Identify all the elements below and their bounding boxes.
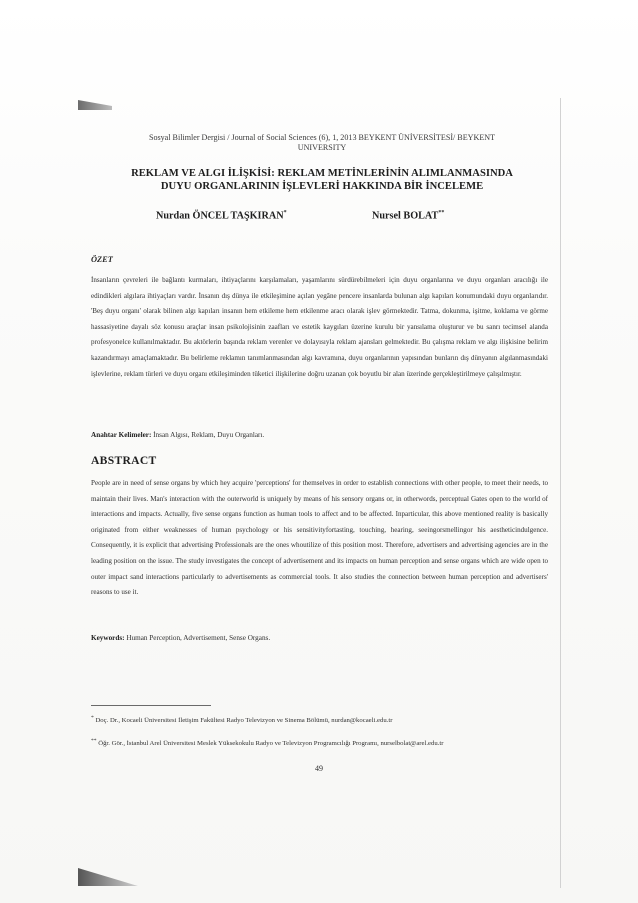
ozet-keywords [91, 431, 548, 439]
paper-title-line: DUYU ORGANLARININ İŞLEVLERİ HAKKINDA BİR İNCELEME [160, 181, 484, 192]
footnote-text: Doç. Dr., Kocaeli Üniversitesi İletişim Fakültesi Radyo Televizyon ve Sinema Bölümü, nurdan@kocaeli.edu.tr [95, 717, 393, 725]
scan-edge-shadow [78, 868, 138, 886]
author-1 [156, 210, 287, 221]
author-name: Nursel BOLAT [372, 210, 439, 222]
keywords-text: İnsan Algısı, Reklam, Duyu Organları. [153, 431, 265, 439]
paper-title-line: REKLAM VE ALGI İLİŞKİSİ: REKLAM METİNLERİNİN ALIMLANMASINDA [131, 168, 513, 179]
footnote-divider [91, 705, 211, 706]
abstract-keywords [91, 634, 548, 642]
scan-edge-shadow [78, 100, 112, 110]
keywords-label: Anahtar Kelimeler: [91, 431, 152, 439]
footnote-1 [91, 713, 548, 726]
author-footnote-mark: * [283, 210, 287, 216]
footnote-mark: ** [91, 738, 97, 744]
author-2 [372, 210, 444, 221]
page-number: 49 [315, 764, 323, 773]
abstract-heading: ABSTRACT [91, 454, 157, 467]
author-name: Nurdan ÖNCEL TAŞKIRAN [156, 210, 284, 222]
keywords-text: Human Perception, Advertisement, Sense Organs. [126, 634, 271, 642]
journal-header [96, 133, 548, 153]
footnote-2 [91, 736, 548, 749]
journal-header-line: Sosyal Bilimler Dergisi / Journal of Social Sciences (6), 1, 2013 BEYKENT ÜNİVERSİTESİ/ BEYKENT [148, 133, 496, 142]
footnote-text: Öğr. Gör., İstanbul Arel Üniversitesi Meslek Yüksekokulu Radyo ve Televizyon Programcılığı Programı, nurselbolat@arel.edu.tr [98, 740, 444, 748]
keywords-label: Keywords: [91, 634, 125, 642]
author-footnote-mark: ** [438, 210, 445, 216]
paper-title [92, 167, 552, 193]
footnote-mark: * [91, 715, 94, 721]
journal-header-line: UNIVERSITY [297, 143, 347, 152]
abstract-body: People are in need of sense organs by which hey acquire 'perceptions' for themselves in order to establish connections with other people, to meet their needs, to maintain their lives. Man's interaction with the outerworld is uniquely by means of his sensory organs or, in otherwords, perceptual Gates open to the world of interactions and impacts. Actually, five sense organs function as human tools to affect and to be affected. Inparticular, this above mentioned reality is basically originated from either weaknesses of human psychology or his sensitivityfortasting, touching, hearing, seeingorsmellingor his aestheticindulgence. Consequently, it is explicit that advertising Professionals are the ones whoutilize of this position most. Therefore, advertisers and advertising agencies are in the leading position on the issue. The study investigates the concept of advertisement and its impacts on human perception and sense organs which are wide open to outer impact sand interactions particularly to advertisements as commercial tools. It also studies the connection between human perception and advertisers' reasons to use it. [91, 479, 548, 597]
ozet-heading: ÖZET [91, 255, 113, 264]
ozet-body: İnsanların çevreleri ile bağlantı kurmaları, ihtiyaçlarını karşılamaları, yaşamlarını sürdürebilmeleri için duyu organlarına ve duyu organları aracılığı ile edindikleri algılara ihtiyaçları vardır. İnsanın dış dünya ile etkileşimine açılan yegâne pencere insanlarda bulunan algı kapıları konumundaki duyu organlarıdır. 'Beş duyu organı' olarak bilinen algı kapıları insanın hem etkileme hem etkilenme aracı olarak işlev görmektedir. Tatma, dokunma, işitme, koklama ve görme hassasiyetine dayalı söz konusu araçlar insan psikolojisinin zaafları ve estetik kaygıları üzerine kurulu bir yansılama oluşturur ve bu sanrı tecimsel alanda profesyonelce kullanılmaktadır. Bu aktörlerin başında reklam verenler ve dolayısıyla reklam ajansları gelmektedir. Bu çalışma reklam ve algı ilişkisine belirim kazandırmayı amaçlamaktadır. Bu belirleme reklamın tanımlanmasından algı kavramına, duyu organlarının yapısından bunların dış dünyanın algılanmasındaki işlevlerine, reklam türleri ve duyu organı etkileşiminden tüketici ilişkilerine doğru uzanan çok boyutlu bir alan üzerinde gerçekleştirilmeye çalışılmıştır. [91, 276, 548, 378]
